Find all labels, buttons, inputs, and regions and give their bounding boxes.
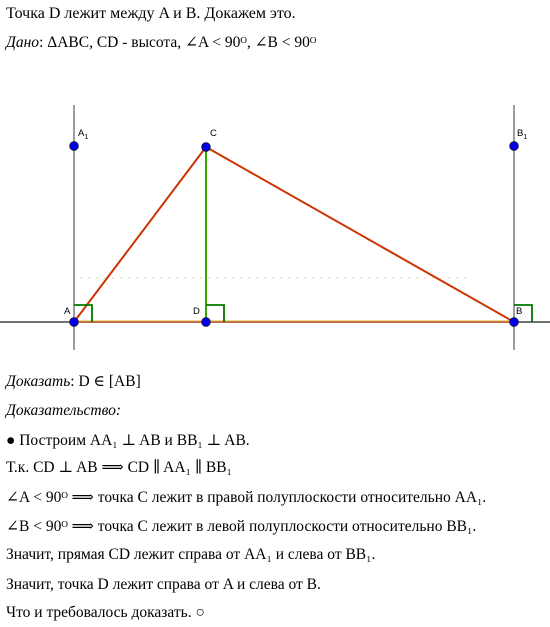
to-prove-label: Доказать: [6, 373, 71, 390]
label-d: D: [193, 306, 200, 317]
label-a1-main: A: [78, 128, 85, 139]
label-c: C: [210, 128, 217, 139]
label-a1-sub: 1: [84, 134, 89, 141]
side-cb: [206, 147, 514, 322]
point-d: [202, 318, 211, 327]
to-prove-line: [6, 372, 141, 391]
label-a: A: [64, 306, 71, 317]
proof-step-2: Т.к. CD ⊥ AB ⟹ CD ∥ AA₁ ∥ BB₁: [6, 459, 232, 476]
geometry-figure: [0, 105, 550, 350]
proof-step-1: ● Построим AA₁ ⊥ AB и BB₁ ⊥ AB.: [6, 432, 250, 449]
point-a1: [70, 142, 79, 151]
proof-step-6: Значит, точка D лежит справа от A и слева от B.: [6, 576, 321, 593]
given-label: Дано: [6, 34, 40, 51]
proof-label: Доказательство:: [6, 402, 122, 419]
side-ac: [74, 147, 206, 322]
proof-step-3: ∠A < 90ᴼ ⟹ точка C лежит в правой полуплоскости относительно AA₁.: [6, 489, 487, 506]
label-b: B: [516, 306, 523, 317]
label-b1-main: B: [517, 128, 524, 139]
problem-title: Точка D лежит между A и B. Докажем это.: [6, 5, 296, 22]
label-b1: [517, 128, 527, 141]
point-a: [70, 318, 79, 327]
to-prove-text: : D ∈ [AB]: [70, 373, 141, 390]
given-line: [6, 33, 316, 52]
point-c: [202, 143, 211, 152]
proof-step-4: ∠B < 90ᴼ ⟹ точка C лежит в левой полуплоскости относительно BB₁.: [6, 518, 477, 535]
label-a1: [78, 128, 88, 141]
label-b1-sub: 1: [523, 134, 528, 141]
point-b1: [510, 142, 519, 151]
proof-step-5: Значит, прямая CD лежит справа от AA₁ и слева от BB₁.: [6, 546, 376, 563]
given-text: : ΔABC, CD - высота, ∠A < 90ᴼ, ∠B < 90ᴼ: [39, 34, 317, 51]
point-b: [510, 318, 519, 327]
proof-step-7: Что и требовалось доказать. ○: [6, 604, 205, 621]
